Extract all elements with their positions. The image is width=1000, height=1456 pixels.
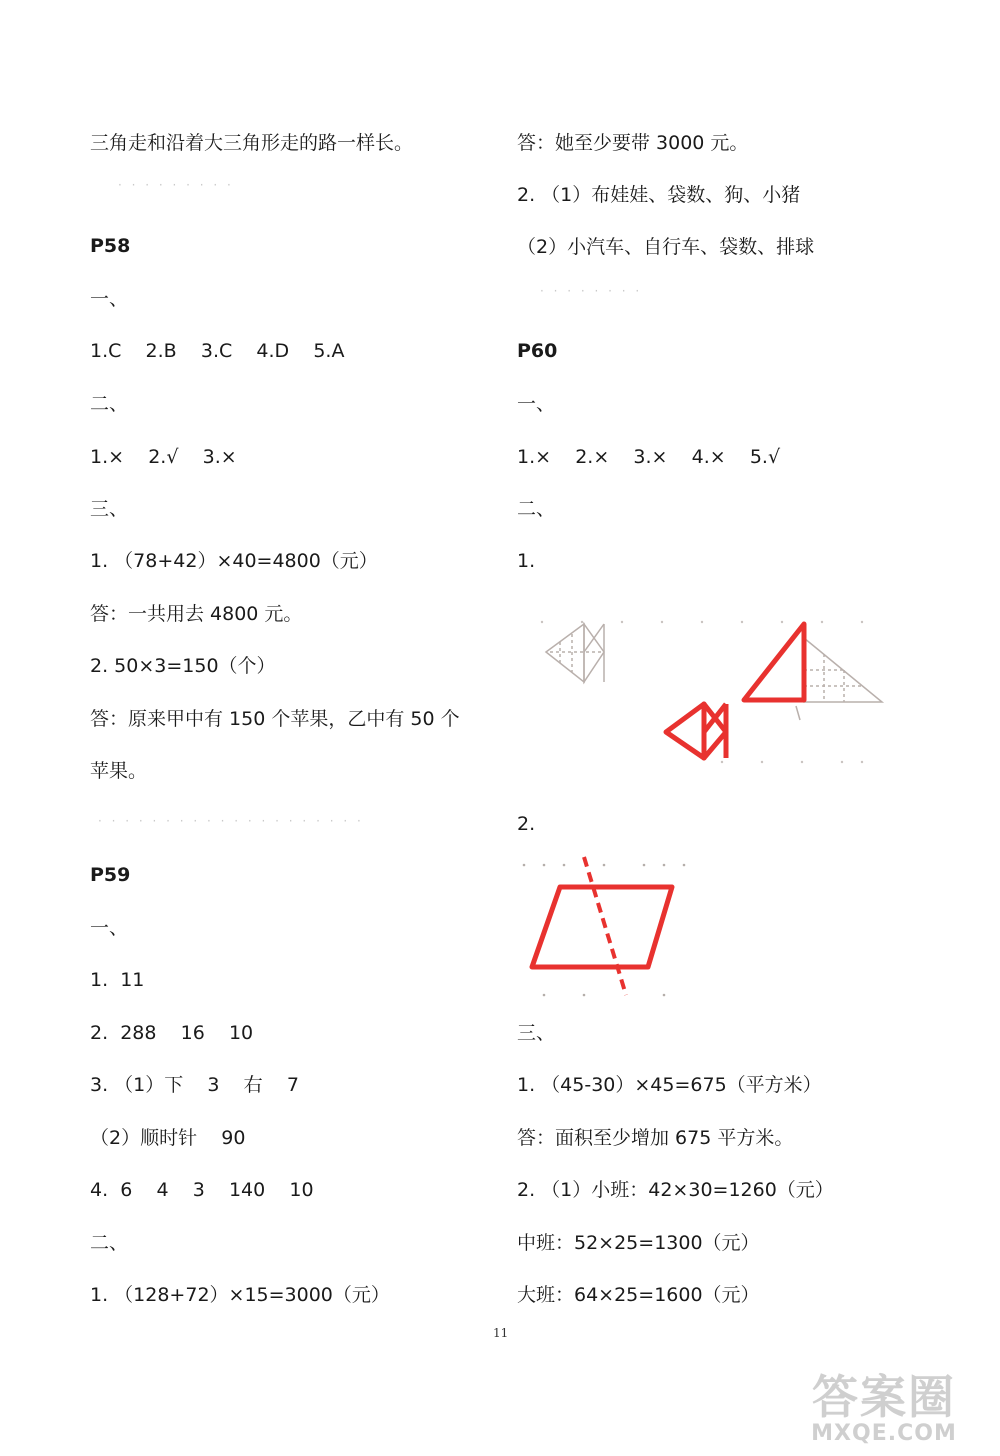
right-question-2b: （2）小汽车、自行车、袋数、排球 [517,236,815,258]
p58-question-1: 1. （78+42）×40=4800（元） [90,550,378,572]
heading-p58: P58 [90,235,131,257]
p58-answer-2-line2: 苹果。 [90,760,148,782]
p60-question-1: 1. （45-30）×45=675（平方米） [517,1074,822,1096]
parallelogram-figure [520,855,700,1000]
p60-section-2-item-1: 1. [517,550,536,572]
heading-p59: P59 [90,864,131,886]
right-answer-1: 答：她至少要带 3000 元。 [517,132,749,154]
p58-section-3: 三、 [90,498,129,520]
p59-question-1: 1. （128+72）×15=3000（元） [90,1284,390,1306]
p58-answer-1: 答：一共用去 4800 元。 [90,603,303,625]
watermark-logo [794,1370,974,1446]
p60-question-2-line1: 2. （1）小班：42×30=1260（元） [517,1179,834,1201]
p59-section-1: 一、 [90,917,129,939]
p60-section-1-answers: 1.× 2.× 3.× 4.× 5.√ [517,446,781,468]
p60-section-2-item-2: 2. [517,813,536,835]
p59-section-2: 二、 [90,1232,129,1254]
p58-section-1-answers: 1.C 2.B 3.C 4.D 5.A [90,340,345,362]
p58-section-2-answers: 1.× 2.√ 3.× [90,446,237,468]
p59-item-3a: 3. （1）下 3 右 7 [90,1074,299,1096]
p59-item-1: 1. 11 [90,969,145,991]
red-parallelogram [532,887,672,967]
p60-section-2: 二、 [517,498,556,520]
p60-section-1: 一、 [517,393,556,415]
rotation-figure [520,610,880,770]
p59-item-2: 2. 288 16 10 [90,1022,254,1044]
p60-section-3: 三、 [517,1022,556,1044]
p60-question-2-line3: 大班：64×25=1600（元） [517,1284,760,1306]
p58-answer-2-line1: 答：原来甲中有 150 个苹果，乙中有 50 个 [90,708,460,730]
right-question-2a: 2. （1）布娃娃、袋数、狗、小猪 [517,184,801,206]
heading-p60: P60 [517,340,558,362]
p60-question-2-line2: 中班：52×25=1300（元） [517,1232,760,1254]
faint-scan-text: · · · · · · · · · [118,178,234,192]
red-triangle [744,624,804,700]
p58-section-1: 一、 [90,288,129,310]
p58-question-2: 2. 50×3=150（个） [90,655,276,677]
symmetry-line [584,857,626,995]
original-arrow-shape [546,624,604,682]
watermark-url: MXQE.COM [811,1421,957,1446]
left-line-1: 三角走和沿着大三角形走的路一样长。 [90,132,414,154]
watermark-text: 答案圈 [812,1370,956,1424]
faint-scan-text: · · · · · · · · · · · · · · · · · · · · [98,814,364,828]
p59-item-4: 4. 6 4 3 140 10 [90,1179,314,1201]
faint-scan-text: · · · · · · · · [540,284,643,298]
page-number: 11 [493,1326,509,1340]
red-arrow-shape [666,704,726,758]
p58-section-2: 二、 [90,393,129,415]
p59-item-3b: （2）顺时针 90 [90,1127,246,1149]
grey-triangle [796,638,882,720]
p60-answer-1: 答：面积至少增加 675 平方米。 [517,1127,794,1149]
